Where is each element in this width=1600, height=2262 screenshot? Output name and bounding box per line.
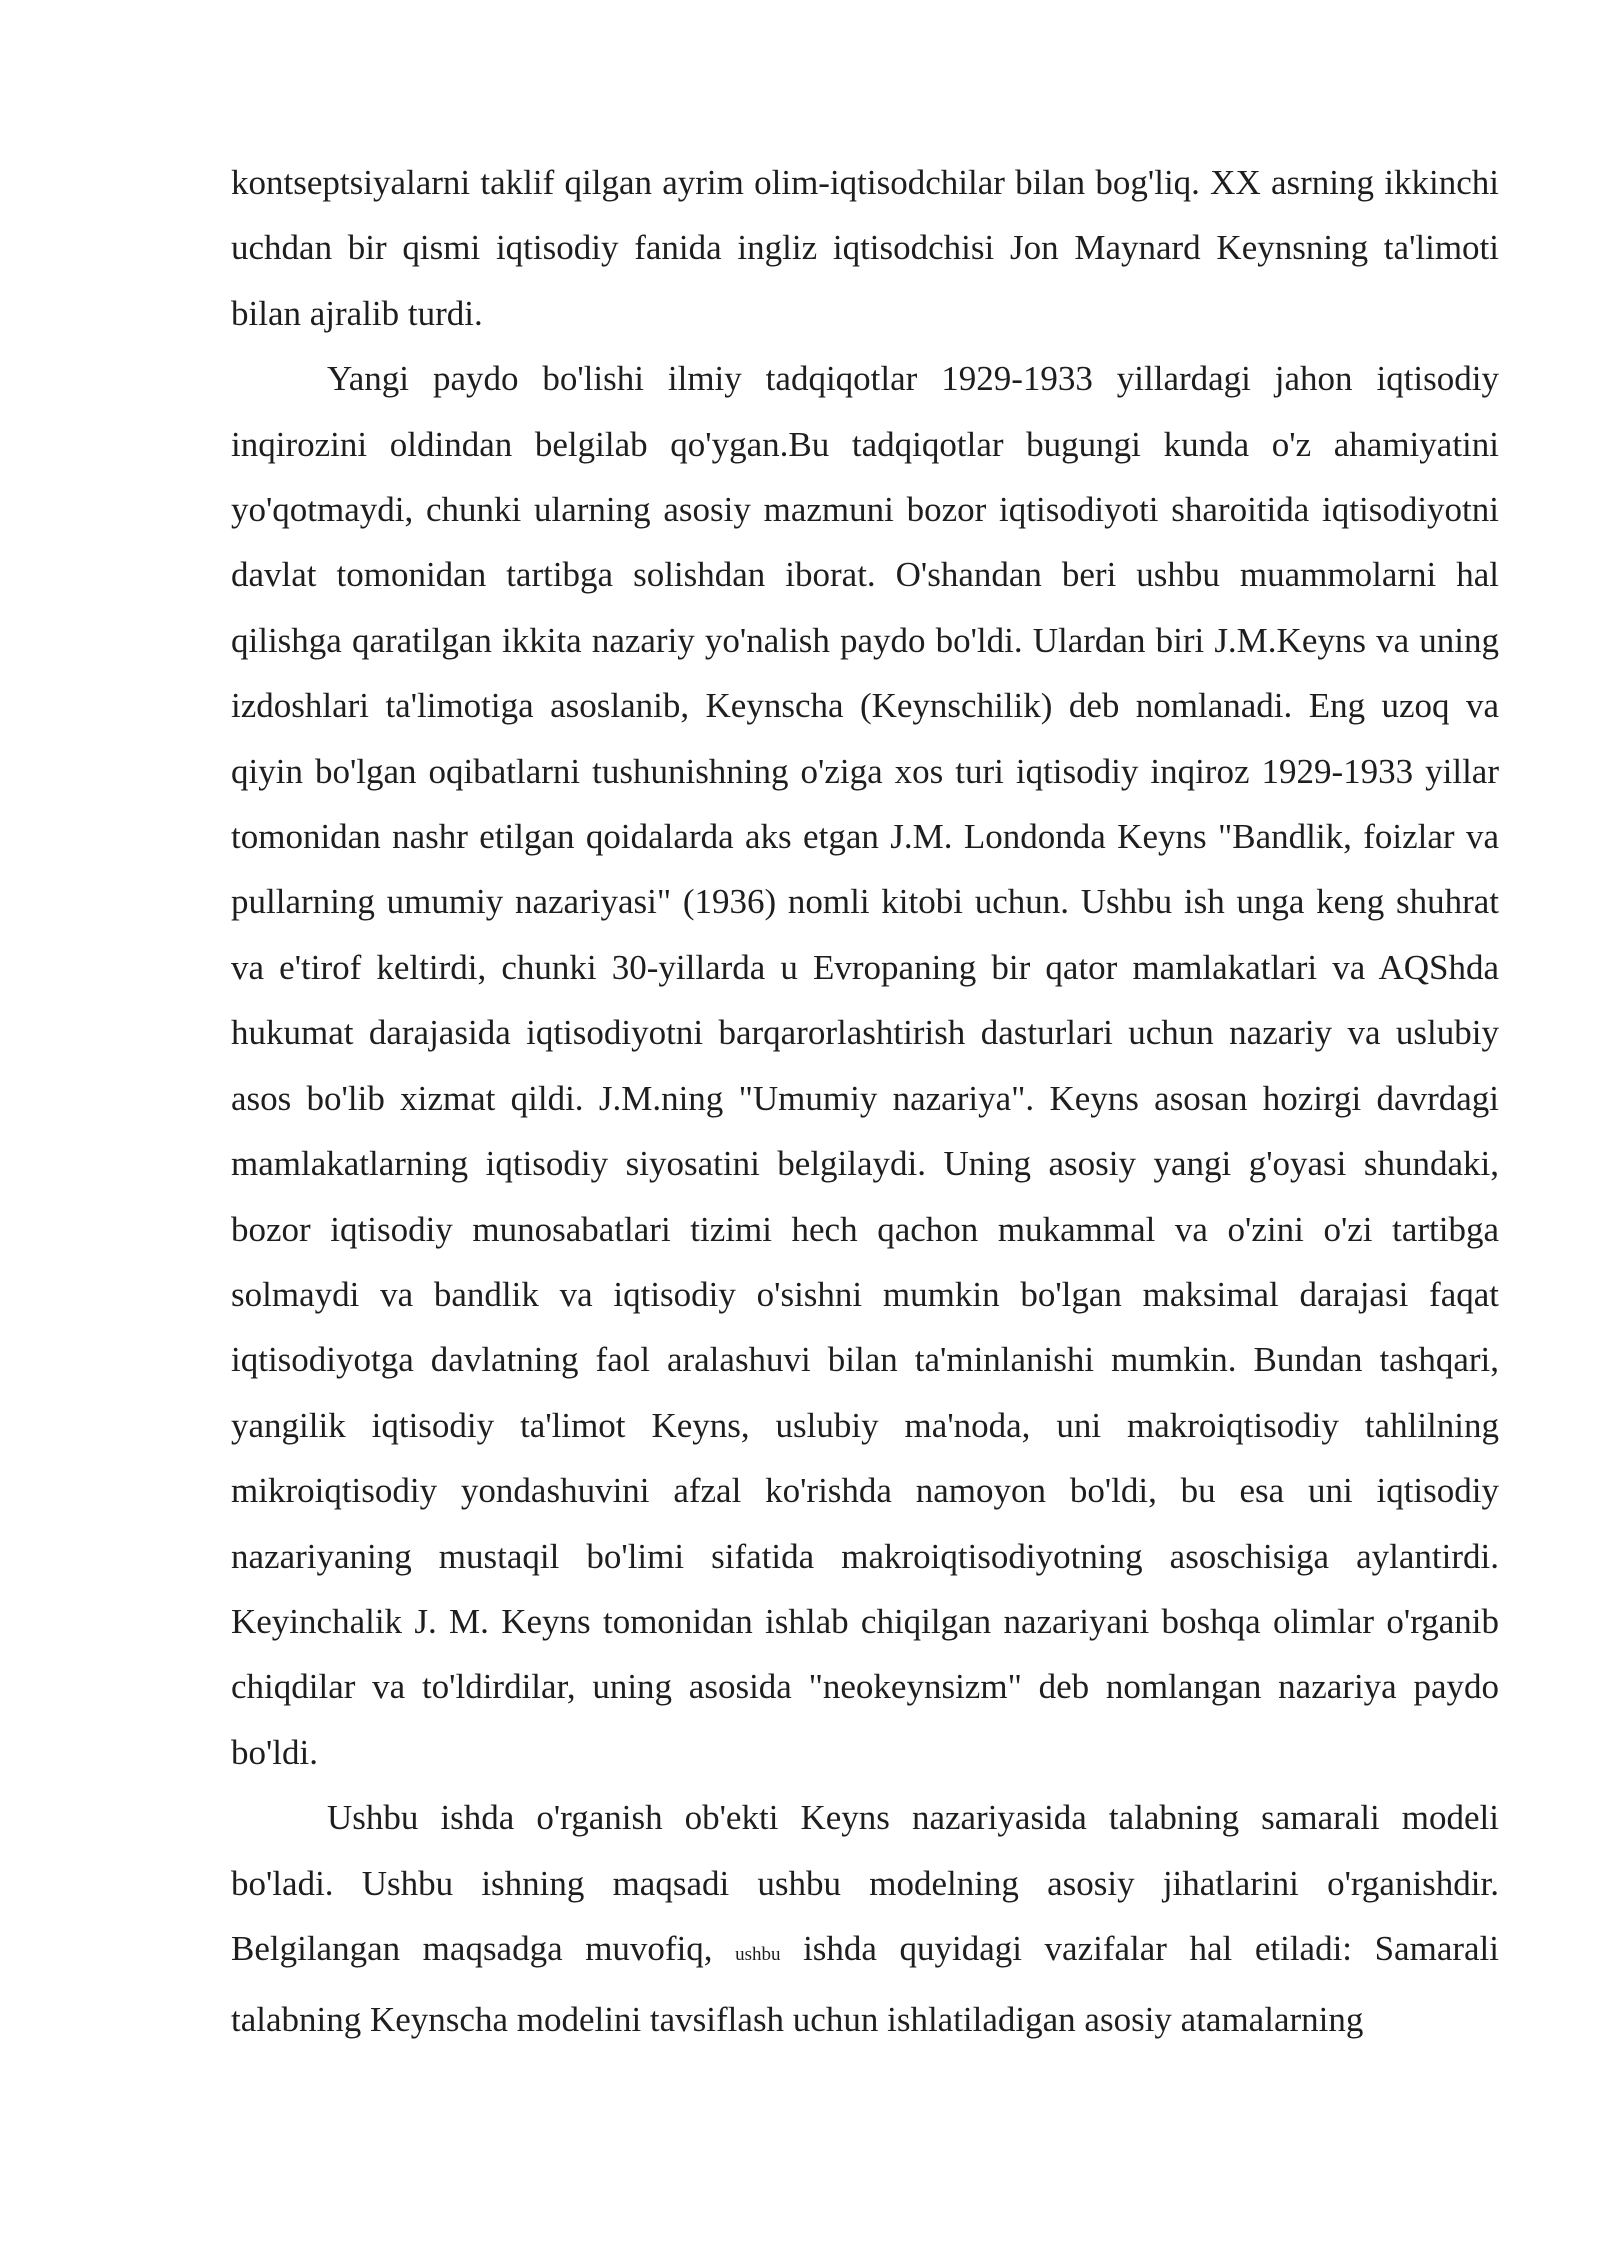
paragraph-1: kontseptsiyalarni taklif qilgan ayrim olim-iqtisodchilar bilan bog'liq. XX asrning ikkinchi uchdan bir qismi iqtisodiy fanida ingliz iqtisodchisi Jon Maynard Keynsning ta'limoti bilan ajralib turdi. bbox=[231, 163, 1499, 333]
paragraph-2: Yangi paydo bo'lishi ilmiy tadqiqotlar 1929-1933 yillardagi jahon iqtisodiy inqirozini oldindan belgilab qo'ygan.Bu tadqiqotlar bugungi kunda o'z ahamiyatini yo'qotmaydi, chunki ularning asosiy mazmuni bozor iqtisodiyoti sharoitida iqtisodiyotni davlat tomonidan tartibga solishdan iborat. O'shandan beri ushbu muammolarni hal qilishga qaratilgan ikkita nazariy yo'nalish paydo bo'ldi. Ulardan biri J.M.Keyns va uning izdoshlari ta'limotiga asoslanib, Keynscha (Keynschilik) deb nomlanadi. Eng uzoq va qiyin bo'lgan oqibatlarni tushunishning o'ziga xos turi iqtisodiy inqiroz 1929-1933 yillar tomonidan nashr etilgan qoidalarda aks etgan J.M. Londonda Keyns "Bandlik, foizlar va pullarning umumiy nazariyasi" (1936) nomli kitobi uchun. Ushbu ish unga keng shuhrat va e'tirof keltirdi, chunki 30-yillarda u Evropaning bir qator mamlakatlari va AQShda hukumat darajasida iqtisodiyotni barqarorlashtirish dasturlari uchun nazariy va uslubiy asos bo'lib xizmat qildi. J.M.ning "Umumiy nazariya". Keyns asosan hozirgi davrdagi mamlakatlarning iqtisodiy siyosatini belgilaydi. Uning asosiy yangi g'oyasi shundaki, bozor iqtisodiy munosabatlari tizimi hech qachon mukammal va o'zini o'zi tartibga solmaydi va bandlik va iqtisodiy o'sishni mumkin bo'lgan maksimal darajasi faqat iqtisodiyotga davlatning faol aralashuvi bilan ta'minlanishi mumkin. Bundan tashqari, yangilik iqtisodiy ta'limot Keyns, uslubiy ma'noda, uni makroiqtisodiy tahlilning mikroiqtisodiy yondashuvini afzal ko'rishda namoyon bo'ldi, bu esa uni iqtisodiy nazariyaning mustaqil bo'limi sifatida makroiqtisodiyotning asoschisiga aylantirdi. Keyinchalik J. M. Keyns tomonidan ishlab chiqilgan nazariyani boshqa olimlar o'rganib chiqdilar va to'ldirdilar, uning asosida "neokeynsizm" deb nomlangan nazariya paydo bo'ldi. bbox=[231, 359, 1499, 1772]
paragraph-3-small-word: ushbu bbox=[735, 1943, 781, 1965]
paragraph-3 bbox=[231, 1785, 1499, 2053]
paragraph-3-text-before: Ushbu ishda o'rganish ob'ekti Keyns nazariyasida talabning samarali modeli bo'ladi. Ushbu ishning maqsadi ushbu modelning asosiy jihatlarini o'rganishdir. Belgilangan maqsadga muvofiq, bbox=[231, 1798, 1499, 1968]
document-body bbox=[231, 150, 1499, 2053]
paragraph-3-text-after: ishda quyidagi vazifalar hal etiladi: Samarali talabning Keynscha modelini tavsiflash uchun ishlatiladigan asosiy atamalarning bbox=[231, 1928, 1499, 2040]
